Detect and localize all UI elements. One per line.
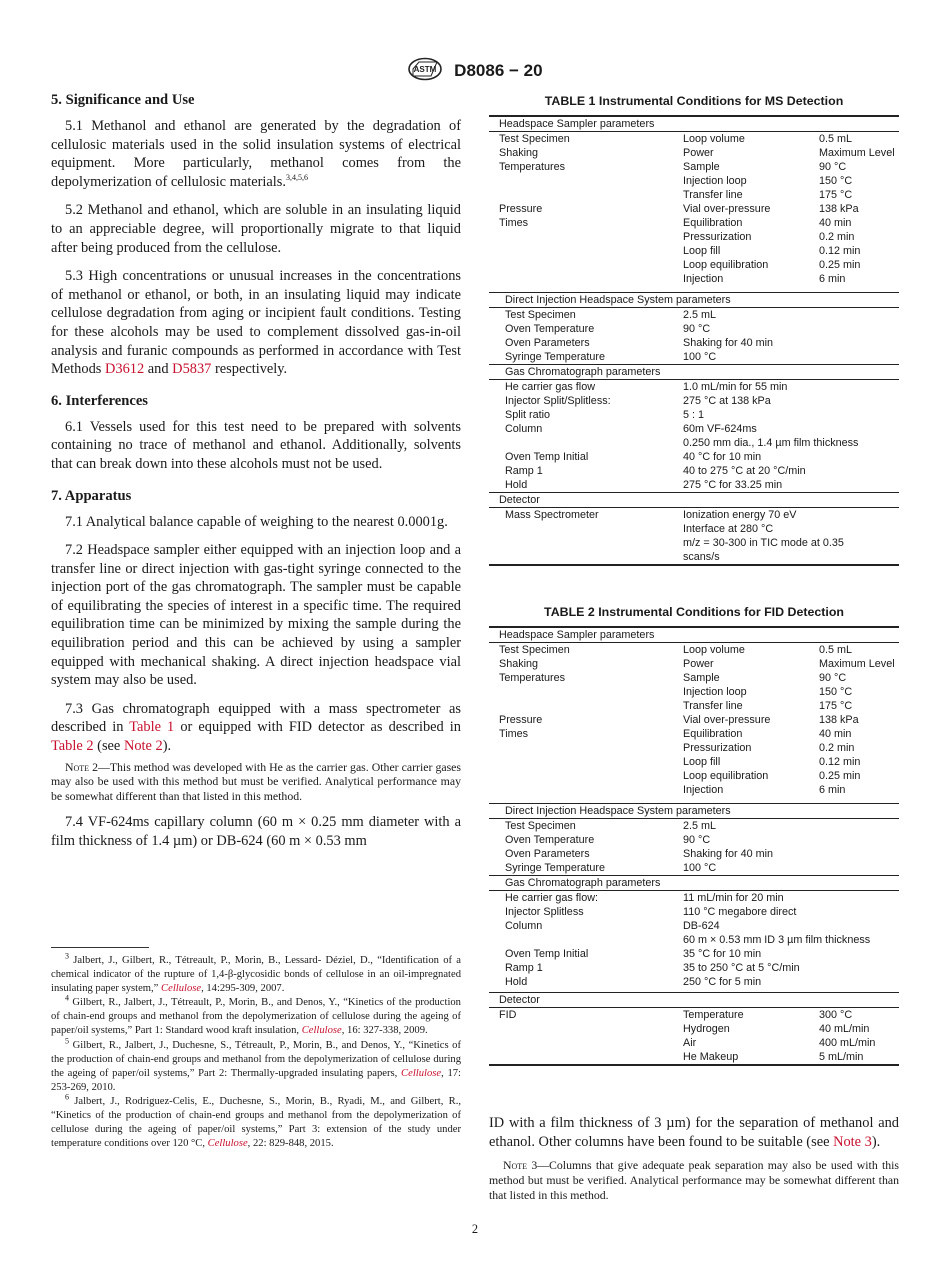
table-row xyxy=(489,293,899,308)
table-cell: Injector Splitless xyxy=(505,906,584,918)
table-cell: 1.0 mL/min for 55 min xyxy=(673,380,899,395)
para-7-4: 7.4 VF-624ms capillary column (60 m × 0.25 mm diameter with a film thickness of 1.4 µm) or DB-624 (60 m × 0.53 mm xyxy=(51,814,461,849)
link-d5837[interactable]: D5837 xyxy=(172,361,212,378)
table-cell: 40 to 275 °C at 20 °C/min xyxy=(683,465,806,477)
table-row xyxy=(489,244,899,258)
table-cell: scans/s xyxy=(673,550,899,565)
table-cell xyxy=(489,522,673,536)
table-row xyxy=(489,804,899,819)
table-cell: Headspace Sampler parameters xyxy=(489,116,899,132)
table-cell: 90 °C xyxy=(683,323,711,335)
table-2-title: TABLE 2 Instrumental Conditions for FID Detection xyxy=(544,605,844,619)
table-cell: Pressurization xyxy=(683,231,752,243)
svg-text:ASTM: ASTM xyxy=(414,65,437,74)
table-cell: Injection loop xyxy=(683,686,747,698)
table-cell: 0.12 min xyxy=(819,756,861,768)
table-row xyxy=(489,1036,899,1050)
link-note-3[interactable]: Note 3 xyxy=(833,1134,872,1150)
table-cell: Maximum Level xyxy=(819,658,895,670)
table-cell: 275 °C for 33.25 min xyxy=(683,479,783,491)
table-cell xyxy=(489,244,673,258)
table-row xyxy=(489,933,899,947)
document-id: D8086 − 20 xyxy=(454,60,543,80)
table-cell xyxy=(489,783,673,797)
table-row xyxy=(489,350,899,365)
table-cell: DB-624 xyxy=(683,920,720,932)
table-cell: Detector xyxy=(489,993,899,1008)
astm-logo-icon xyxy=(407,57,443,86)
table-cell: Direct Injection Headspace System parameters xyxy=(489,293,899,308)
table-row xyxy=(489,422,899,436)
table-row xyxy=(489,643,899,658)
table-row xyxy=(489,522,899,536)
table-cell: Equilibration xyxy=(683,217,743,229)
table-cell: 0.5 mL xyxy=(809,132,899,147)
table-cell: Temperatures xyxy=(499,672,566,684)
table-cell: 150 °C xyxy=(819,686,853,698)
table-cell: Air xyxy=(683,1037,697,1049)
table-cell: Split ratio xyxy=(505,409,551,421)
table-row xyxy=(489,919,899,933)
table-1 xyxy=(489,115,899,566)
table-row xyxy=(489,436,899,450)
table-cell: Oven Temp Initial xyxy=(505,451,589,463)
page-header xyxy=(0,57,950,86)
table-cell: 6 min xyxy=(819,784,846,796)
table-cell xyxy=(489,258,673,272)
table-cell xyxy=(489,536,673,550)
table-row xyxy=(489,671,899,685)
table-cell: Oven Temp Initial xyxy=(505,948,589,960)
table-cell: 5 : 1 xyxy=(683,409,705,421)
table-cell: Injection xyxy=(683,273,724,285)
para-7-4-continued: ID with a film thickness of 3 µm) for the separation of methanol and ethanol. Other columns have been found to be suitable (see Note 3). xyxy=(489,1115,899,1150)
table-cell: 175 °C xyxy=(819,189,853,201)
table-row xyxy=(489,146,899,160)
table-cell: Ramp 1 xyxy=(505,465,543,477)
table-cell: 5 mL/min xyxy=(809,1050,899,1065)
table-cell: Injector Split/Splitless: xyxy=(505,395,611,407)
table-row xyxy=(489,132,899,147)
table-row xyxy=(489,536,899,550)
table-cell: Vial over-pressure xyxy=(683,203,771,215)
note-3: Note 3—Columns that give adequate peak separation may also be used with this method but must be verified. Analytical performance may be somewhat different than that listed in this method. xyxy=(489,1158,900,1202)
table-cell: Headspace Sampler parameters xyxy=(489,627,899,643)
table-row xyxy=(489,394,899,408)
link-cellulose[interactable]: Cellulose xyxy=(207,1138,248,1150)
table-row xyxy=(489,216,899,230)
table-cell: Hydrogen xyxy=(683,1023,730,1035)
table-cell xyxy=(489,272,673,286)
table-cell: Times xyxy=(499,217,528,229)
table-row xyxy=(489,202,899,216)
link-cellulose[interactable]: Cellulose xyxy=(401,1067,442,1079)
table-cell xyxy=(489,1022,673,1036)
section-6-heading: 6. Interferences xyxy=(51,392,148,409)
table-row xyxy=(489,380,899,395)
table-cell xyxy=(489,174,673,188)
table-cell xyxy=(489,436,673,450)
table-cell: 35 to 250 °C at 5 °C/min xyxy=(683,962,800,974)
table-row xyxy=(489,657,899,671)
table-cell xyxy=(489,769,673,783)
table-row xyxy=(489,975,899,989)
table-cell: Oven Parameters xyxy=(505,848,590,860)
table-cell: Power xyxy=(683,147,714,159)
table-cell: Test Specimen xyxy=(489,132,673,147)
table-cell: Pressure xyxy=(499,714,543,726)
table-cell: Equilibration xyxy=(683,728,743,740)
table-cell: 40 mL/min xyxy=(819,1023,870,1035)
table-row xyxy=(489,493,899,508)
table-cell: Test Specimen xyxy=(489,308,673,323)
table-row xyxy=(489,365,899,380)
table-row xyxy=(489,550,899,565)
table-row xyxy=(489,408,899,422)
right-column xyxy=(489,94,899,1211)
table-cell: Injection loop xyxy=(683,175,747,187)
footnote-6: $^6$ Jalbert, J., Rodriguez-Celis, E., Duchesne, S., Morin, B., Ryadi, M., and Gilbert, R., “Kinetics of the production of chain-end groups and methanol from the depolymerization of cellulose during the ageing of paper/oil systems,” Part 3: extension of the study under temperature conditions over 120 °C, Cellulose, 22: 829-848, 2015. xyxy=(51,1092,461,1150)
table-cell: Loop equilibration xyxy=(683,770,769,782)
table-row xyxy=(489,308,899,323)
table-cell: Maximum Level xyxy=(819,147,895,159)
link-table-1[interactable]: Table 1 xyxy=(129,719,175,736)
table-row xyxy=(489,861,899,876)
table-cell: Gas Chromatograph parameters xyxy=(489,365,899,380)
table-1-title: TABLE 1 Instrumental Conditions for MS Detection xyxy=(544,94,844,108)
para-7-1: 7.1 Analytical balance capable of weighing to the nearest 0.0001g. xyxy=(65,513,448,530)
note-2: Note 2—This method was developed with He as the carrier gas. Other carrier gases may also be used with this method but must be verified. Analytical performance may be somewhat different than that listed in this method. xyxy=(51,759,461,804)
table-row xyxy=(489,961,899,975)
table-row xyxy=(489,508,899,523)
table-cell: 0.12 min xyxy=(819,245,861,257)
table-cell: 300 °C xyxy=(809,1008,899,1023)
table-cell: Shaking for 40 min xyxy=(683,337,774,349)
table-cell: Loop fill xyxy=(683,756,721,768)
table-row xyxy=(489,1022,899,1036)
table-cell: 275 °C at 138 kPa xyxy=(683,395,771,407)
table-cell xyxy=(489,550,673,565)
table-cell: Sample xyxy=(683,672,720,684)
table-cell: Times xyxy=(499,728,528,740)
table-cell: 6 min xyxy=(819,273,846,285)
table-cell: 100 °C xyxy=(683,862,717,874)
table-cell xyxy=(489,188,673,202)
table-cell: Column xyxy=(505,423,543,435)
table-cell: Loop volume xyxy=(673,132,809,147)
table-cell: Oven Parameters xyxy=(505,337,590,349)
table-cell: Oven Temperature xyxy=(505,834,595,846)
table-row xyxy=(489,727,899,741)
table-cell: 250 °C for 5 min xyxy=(683,976,762,988)
table-cell: 40 min xyxy=(819,728,852,740)
table-row xyxy=(489,188,899,202)
footnote-3: $^3$ Jalbert, J., Gilbert, R., Tétreault, P., Morin, B., Lessard- Déziel, D., “Identification of a chemical indicator of the rupture of 1,4-β-glycosidic bonds of cellulose in an oil-impregnated insulating paper system,” Cellulose, 14:295-309, 2007. xyxy=(51,951,461,995)
table-cell: Vial over-pressure xyxy=(683,714,771,726)
table-cell: 138 kPa xyxy=(819,714,859,726)
table-cell: 11 mL/min for 20 min xyxy=(673,891,899,906)
page-number: 2 xyxy=(471,1222,479,1236)
table-row xyxy=(489,755,899,769)
table-cell: 2.5 mL xyxy=(673,308,899,323)
table-cell: Shaking xyxy=(499,147,539,159)
table-cell: 0.25 min xyxy=(819,259,861,271)
table-cell: Column xyxy=(505,920,543,932)
table-row xyxy=(489,699,899,713)
table-cell: 40 min xyxy=(819,217,852,229)
table-cell xyxy=(489,755,673,769)
table-cell xyxy=(489,230,673,244)
table-cell: 0.2 min xyxy=(819,231,855,243)
table-cell: 100 °C xyxy=(683,351,717,363)
table-cell: He carrier gas flow: xyxy=(489,891,673,906)
para-7-2: 7.2 Headspace sampler either equipped with an injection loop and a transfer line or direct injection with gas-tight syringe connected to the injection port of the gas chromatograph. The sampler must be capable of equilibrating the species of interest in a specific time. The required equilibration time can be minimized by mixing the sample during the equilibration period and this can be achieved by using a sampler equipped with mechanical shaking. A direct injection headspace vial system may also be used. xyxy=(51,542,461,689)
table-cell: 90 °C xyxy=(683,834,711,846)
link-cellulose[interactable]: Cellulose xyxy=(301,1025,342,1037)
footnote-divider xyxy=(51,947,149,948)
table-cell: Pressurization xyxy=(683,742,752,754)
table-cell: Detector xyxy=(489,493,899,508)
link-note-2[interactable]: Note 2 xyxy=(123,738,163,755)
link-d3612[interactable]: D3612 xyxy=(104,361,145,378)
table-row xyxy=(489,450,899,464)
footnote-4: $^4$ Gilbert, R., Jalbert, J., Tétreault, P., Morin, B., and Denos, Y., “Kinetics of the production of chain-end groups and methanol from the depolymerization of cellulose during the ageing of paper/oil systems,” Part 1: Standard wood kraft insulation, Cellulose, 16: 327-338, 2009. xyxy=(51,993,461,1037)
table-row xyxy=(489,336,899,350)
table-cell xyxy=(489,685,673,699)
table-cell: 110 °C megabore direct xyxy=(683,906,797,918)
para-5-3: 5.3 High concentrations or unusual increases in the concentrations of methanol or ethanol, or both, in an insulating liquid may indicate cellulose degradation from aging or incipient fault conditions. Testing for these alcohols may be used to complement dissolved gas-in-oil analysis and furanic compounds as performed in accordance with Test Methods D3612 and D5837 respectively. xyxy=(51,268,461,378)
table-cell: Hold xyxy=(505,479,528,491)
table-row xyxy=(489,478,899,493)
table-cell: Shaking for 40 min xyxy=(683,848,774,860)
table-cell: 150 °C xyxy=(819,175,853,187)
table-row xyxy=(489,1050,899,1065)
table-cell: 35 °C for 10 min xyxy=(683,948,762,960)
table-cell: Ionization energy 70 eV xyxy=(673,508,899,523)
table-cell xyxy=(489,741,673,755)
table-row xyxy=(489,819,899,834)
table-cell: Loop volume xyxy=(673,643,809,658)
table-cell: Temperatures xyxy=(499,161,566,173)
para-7-3: 7.3 Gas chromatograph equipped with a mass spectrometer as described in Table 1 or equipped with FID detector as described in Table 2 (see Note 2). xyxy=(51,700,461,755)
para-5-2: 5.2 Methanol and ethanol, which are soluble in an insulating liquid to an appreciable degree, will proportionally migrate to that liquid after being produced from the cellulose. xyxy=(51,202,461,256)
para-6-1: 6.1 Vessels used for this test need to be prepared with solvents containing no trace of methanol and ethanol. Additionally, solvents that can break down into these alcohols must not be used. xyxy=(51,418,461,472)
table-row xyxy=(489,160,899,174)
table-cell: 0.5 mL xyxy=(809,643,899,658)
table-cell: He carrier gas flow xyxy=(489,380,673,395)
table-row xyxy=(489,876,899,891)
table-cell: Hold xyxy=(505,976,528,988)
table-cell: FID xyxy=(489,1008,673,1023)
table-cell: 60m VF-624ms xyxy=(683,423,757,435)
table-cell: Test Specimen xyxy=(489,819,673,834)
para-5-1: 5.1 Methanol and ethanol are generated by the degradation of cellulosic materials used in the solid insulation systems of electrical equipment. More particularly, methanol comes from the depolymerization of cellulosic materials.$^{3,4,5,6}$ xyxy=(51,118,461,190)
table-cell: Mass Spectrometer xyxy=(489,508,673,523)
table-cell: Power xyxy=(683,658,714,670)
table-cell: 60 m × 0.53 mm ID 3 µm film thickness xyxy=(683,934,871,946)
table-cell: 138 kPa xyxy=(819,203,859,215)
table-cell: 0.2 min xyxy=(819,742,855,754)
section-7-heading: 7. Apparatus xyxy=(51,487,132,504)
table-cell: Gas Chromatograph parameters xyxy=(489,876,899,891)
table-cell: Ramp 1 xyxy=(505,962,543,974)
table-cell: 90 °C xyxy=(819,161,847,173)
table-cell: 90 °C xyxy=(819,672,847,684)
table-cell: 2.5 mL xyxy=(673,819,899,834)
table-cell: Pressure xyxy=(499,203,543,215)
table-cell: m/z = 30-300 in TIC mode at 0.35 xyxy=(683,537,844,549)
table-cell: Sample xyxy=(683,161,720,173)
table-cell: 0.250 mm dia., 1.4 µm film thickness xyxy=(683,437,859,449)
footnotes xyxy=(51,951,461,1151)
table-2 xyxy=(489,626,899,1066)
table-row xyxy=(489,322,899,336)
section-5-heading: 5. Significance and Use xyxy=(51,92,195,108)
table-row xyxy=(489,905,899,919)
link-table-2[interactable]: Table 2 xyxy=(51,738,94,755)
table-cell: Shaking xyxy=(499,658,539,670)
table-row xyxy=(489,272,899,286)
table-row xyxy=(489,174,899,188)
footnote-5: $^5$ Gilbert, R., Jalbert, J., Duchesne, S., Tétreault, P., Morin, B., and Denos, Y., “Kinetics of the production of chain-end groups and methanol from the depolymerization of cellulose during the ageing of paper/oil systems,” Part 2: Thermally-upgraded insulating papers, Cellulose, 17: 253-269, 2010. xyxy=(51,1036,461,1093)
table-cell: He Makeup xyxy=(673,1050,809,1065)
table-cell xyxy=(489,1036,673,1050)
table-row xyxy=(489,230,899,244)
table-row xyxy=(489,769,899,783)
table-cell: Direct Injection Headspace System parameters xyxy=(489,804,899,819)
table-row xyxy=(489,627,899,643)
table-cell: Injection xyxy=(683,784,724,796)
table-cell xyxy=(489,1050,673,1065)
table-row xyxy=(489,891,899,906)
table-row xyxy=(489,741,899,755)
table-cell xyxy=(489,933,673,947)
table-row xyxy=(489,993,899,1008)
table-cell: Interface at 280 °C xyxy=(683,523,774,535)
table-cell: Transfer line xyxy=(683,700,743,712)
table-row xyxy=(489,783,899,797)
table-row xyxy=(489,833,899,847)
table-row xyxy=(489,464,899,478)
table-cell: Test Specimen xyxy=(489,643,673,658)
table-cell: 0.25 min xyxy=(819,770,861,782)
table-cell: 175 °C xyxy=(819,700,853,712)
link-cellulose[interactable]: Cellulose xyxy=(161,983,202,995)
table-cell: Oven Temperature xyxy=(505,323,595,335)
table-row xyxy=(489,116,899,132)
table-row xyxy=(489,847,899,861)
table-cell: 400 mL/min xyxy=(819,1037,876,1049)
left-column xyxy=(51,92,461,860)
table-cell: Syringe Temperature xyxy=(505,862,606,874)
table-row xyxy=(489,947,899,961)
table-row xyxy=(489,1008,899,1023)
table-row xyxy=(489,258,899,272)
table-cell: Temperature xyxy=(673,1008,809,1023)
table-cell: 40 °C for 10 min xyxy=(683,451,762,463)
table-cell: Syringe Temperature xyxy=(505,351,606,363)
table-cell: Loop equilibration xyxy=(683,259,769,271)
table-cell: Transfer line xyxy=(683,189,743,201)
table-cell xyxy=(489,699,673,713)
table-row xyxy=(489,685,899,699)
table-row xyxy=(489,713,899,727)
table-cell: Loop fill xyxy=(683,245,721,257)
